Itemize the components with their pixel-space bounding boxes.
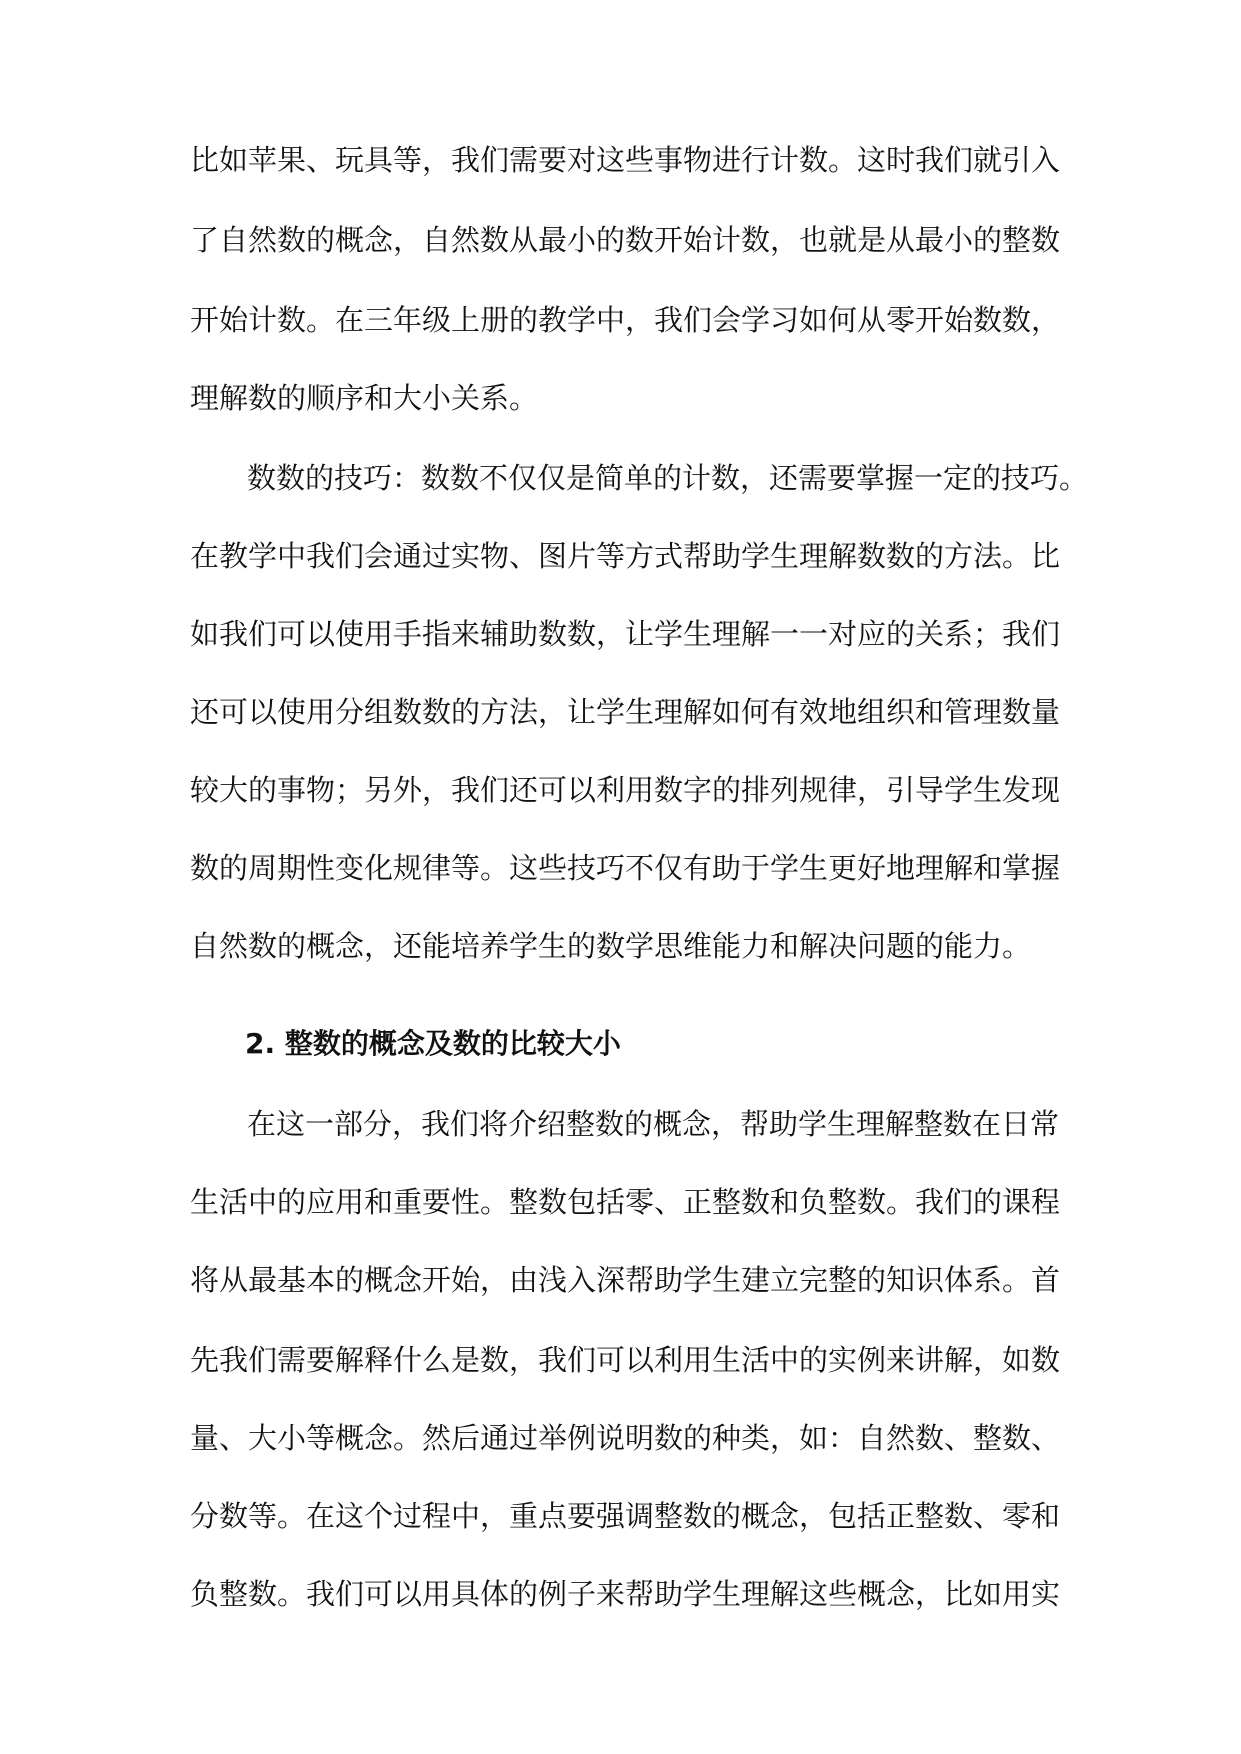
paragraph3-line-4: 先我们需要解释什么是数，我们可以利用生活中的实例来讲解，如数 [190,1343,1061,1377]
paragraph1-line-4: 理解数的顺序和大小关系。 [190,381,539,415]
paragraph3-line-6: 分数等。在这个过程中，重点要强调整数的概念，包括正整数、零和 [190,1499,1061,1533]
paragraph2-line-4: 还可以使用分组数数的方法，让学生理解如何有效地组织和管理数量 [190,695,1061,729]
paragraph2-line-2: 在教学中我们会通过实物、图片等方式帮助学生理解数数的方法。比 [190,539,1061,573]
paragraph1-line-2: 了自然数的概念，自然数从最小的数开始计数，也就是从最小的整数 [190,223,1061,257]
paragraph1-line-3: 开始计数。在三年级上册的教学中，我们会学习如何从零开始数数， [190,303,1061,337]
section-heading: 2. 整数的概念及数的比较大小 [245,1027,621,1060]
paragraph2-line-1: 数数的技巧：数数不仅仅是简单的计数，还需要掌握一定的技巧。 [247,461,1089,495]
paragraph2-line-7: 自然数的概念，还能培养学生的数学思维能力和解决问题的能力。 [190,929,1032,963]
paragraph2-line-3: 如我们可以使用手指来辅助数数，让学生理解一一对应的关系；我们 [190,617,1061,651]
paragraph2-line-5: 较大的事物；另外，我们还可以利用数字的排列规律，引导学生发现 [190,773,1061,807]
paragraph2-line-6: 数的周期性变化规律等。这些技巧不仅有助于学生更好地理解和掌握 [190,851,1061,885]
paragraph1-line-1: 比如苹果、玩具等，我们需要对这些事物进行计数。这时我们就引入 [190,143,1061,177]
paragraph3-line-2: 生活中的应用和重要性。整数包括零、正整数和负整数。我们的课程 [190,1185,1061,1219]
paragraph3-line-7: 负整数。我们可以用具体的例子来帮助学生理解这些概念，比如用实 [190,1577,1061,1611]
paragraph3-line-5: 量、大小等概念。然后通过举例说明数的种类，如：自然数、整数、 [190,1421,1061,1455]
paragraph3-line-3: 将从最基本的概念开始，由浅入深帮助学生建立完整的知识体系。首 [190,1263,1061,1297]
paragraph3-line-1: 在这一部分，我们将介绍整数的概念，帮助学生理解整数在日常 [247,1107,1060,1141]
